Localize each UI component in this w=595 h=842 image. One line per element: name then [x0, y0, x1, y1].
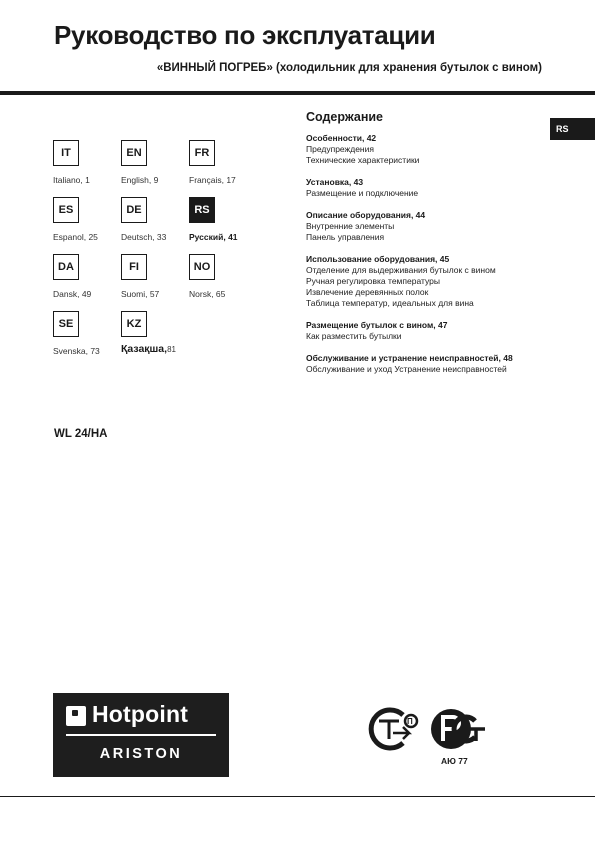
toc-item[interactable]: Предупреждения: [306, 144, 374, 154]
certification-marks-icons: [363, 703, 493, 755]
model-number: WL 24/HA: [54, 428, 108, 440]
language-code-da[interactable]: DA: [53, 254, 79, 280]
toc-section-title[interactable]: Использование оборудования, 45: [306, 254, 450, 264]
toc-item[interactable]: Технические характеристики: [306, 155, 420, 165]
language-page-kz: 81: [167, 345, 176, 354]
toc-item[interactable]: Размещение и подключение: [306, 188, 419, 198]
toc-item[interactable]: Таблица температур, идеальных для вина: [306, 298, 474, 308]
rosstest-pct-mark-icon: [431, 709, 485, 749]
language-label-fi: Suomi, 57: [121, 289, 160, 299]
language-label-rs: Русский, 41: [189, 232, 238, 242]
toc-section: [306, 320, 546, 342]
toc-section-title[interactable]: Обслуживание и устранение неисправностей, 48: [306, 353, 513, 363]
page-subtitle: «ВИННЫЙ ПОГРЕБ» (холодильник для хранения бутылок с вином): [156, 62, 542, 74]
toc-section-title[interactable]: Размещение бутылок с вином, 47: [306, 320, 448, 330]
language-label-no: Norsk, 65: [189, 289, 226, 299]
toc-item[interactable]: Ручная регулировка температуры: [306, 276, 440, 286]
language-code-fr[interactable]: FR: [189, 140, 215, 166]
header-rule: [0, 91, 595, 95]
language-code-rs[interactable]: RS: [189, 197, 215, 223]
hotpoint-ariston-logo: [53, 693, 229, 777]
language-code-se[interactable]: SE: [53, 311, 79, 337]
toc-item[interactable]: Как разместить бутылки: [306, 331, 402, 341]
certification-code: АЮ 77: [441, 756, 468, 766]
sertification-cs-mark-icon: [371, 710, 417, 748]
toc-item[interactable]: Отделение для выдерживания бутылок с вином: [306, 265, 496, 275]
table-of-contents: [306, 110, 546, 386]
language-code-kz[interactable]: KZ: [121, 311, 147, 337]
footer-rule: [0, 796, 595, 797]
language-entry-rs[interactable]: [189, 197, 269, 242]
toc-section: [306, 133, 546, 166]
toc-item[interactable]: Извлечение деревянных полок: [306, 287, 429, 297]
language-label-kz: [121, 343, 201, 355]
contents-heading: Содержание: [306, 110, 384, 124]
language-tab-rs[interactable]: RS: [550, 118, 595, 140]
language-code-it[interactable]: IT: [53, 140, 79, 166]
svg-text:П: П: [407, 717, 413, 726]
language-entry-fr[interactable]: [189, 140, 269, 185]
toc-item[interactable]: Внутренние элементы: [306, 221, 395, 231]
language-label-de: Deutsch, 33: [121, 232, 167, 242]
toc-section: [306, 353, 546, 375]
language-index: [53, 140, 263, 360]
toc-item[interactable]: Панель управления: [306, 232, 385, 242]
language-entry-kz[interactable]: [121, 311, 201, 355]
language-label-es: Espanol, 25: [53, 232, 98, 242]
language-code-no[interactable]: NO: [189, 254, 215, 280]
language-code-fi[interactable]: FI: [121, 254, 147, 280]
toc-section: [306, 177, 546, 199]
toc-section: [306, 210, 546, 243]
logo-divider: [66, 734, 216, 736]
certification-marks: [363, 703, 493, 773]
page-title: Руководство по эксплуатации: [54, 20, 436, 50]
logo-sub-text: ARISTON: [99, 746, 183, 762]
language-name-kz: Қазақша,: [121, 343, 168, 355]
logo-brand-text: Hotpoint: [92, 701, 189, 727]
toc-section: [306, 254, 546, 309]
toc-section-title[interactable]: Особенности, 42: [306, 133, 377, 143]
brand-mark-icon: [66, 706, 86, 726]
language-label-se: Svenska, 73: [53, 346, 100, 356]
toc-section-title[interactable]: Описание оборудования, 44: [306, 210, 426, 220]
language-label-da: Dansk, 49: [53, 289, 92, 299]
toc-item[interactable]: Обслуживание и уход Устранение неисправностей: [306, 364, 507, 374]
toc-section-title[interactable]: Установка, 43: [306, 177, 364, 187]
language-code-en[interactable]: EN: [121, 140, 147, 166]
language-code-es[interactable]: ES: [53, 197, 79, 223]
language-code-de[interactable]: DE: [121, 197, 147, 223]
language-label-it: Italiano, 1: [53, 175, 90, 185]
language-label-en: English, 9: [121, 175, 159, 185]
language-label-fr: Français, 17: [189, 175, 236, 185]
language-entry-no[interactable]: [189, 254, 269, 299]
